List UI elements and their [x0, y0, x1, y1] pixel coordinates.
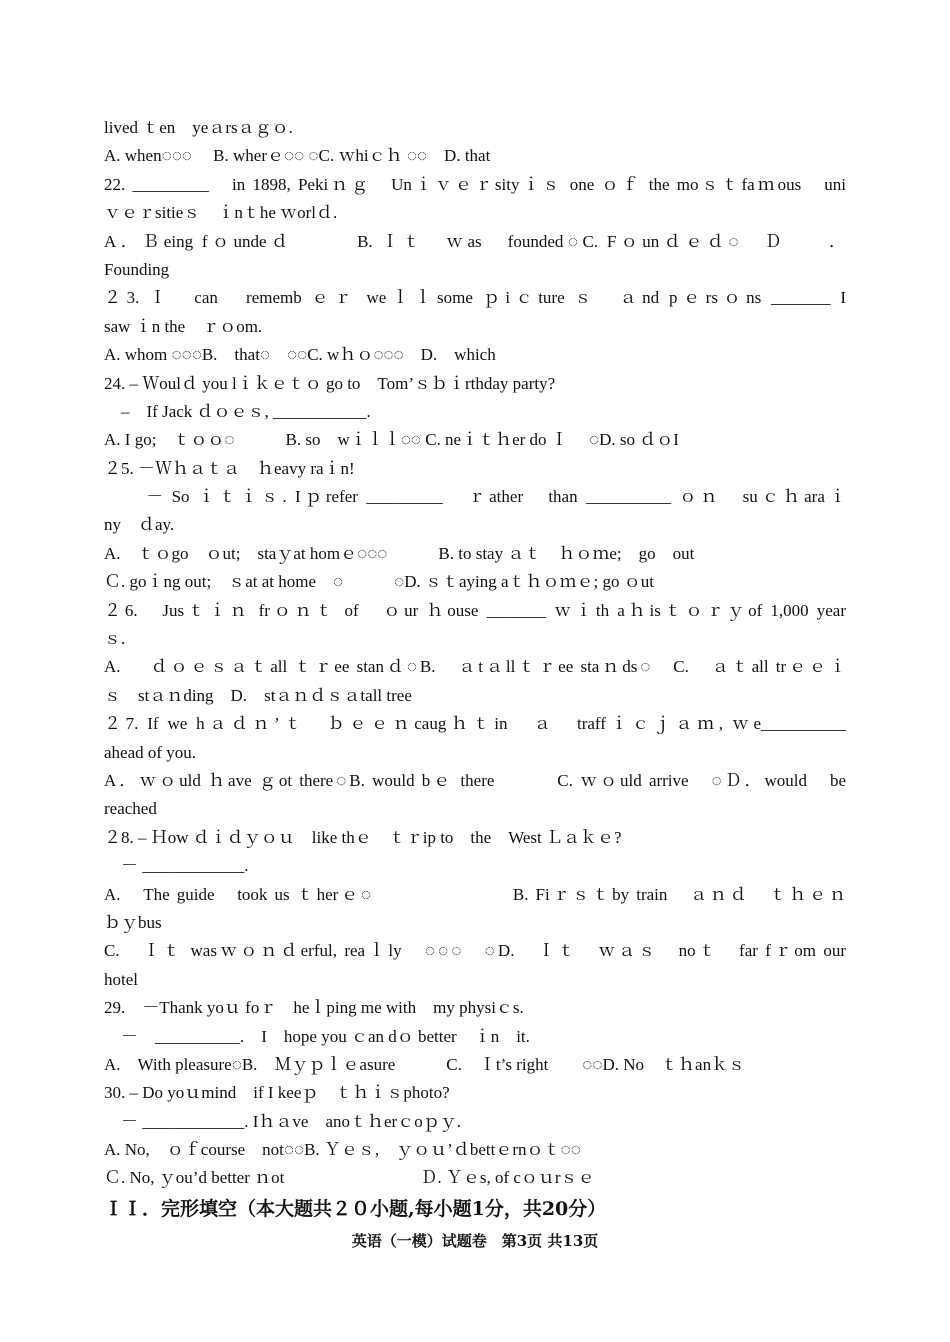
page-footer: 英语（一模）试题卷 第3页 共13页 [351, 1232, 599, 1250]
text-line: A．Ｂeing fｏundeｄ B. Ｉｔ ｗas founded◌C. Fｏunｄｅｄ◌ Ｄ ． [104, 231, 846, 251]
text-line: A. I go; ｔｏｏ◌ B. so wｉｌｌ◌◌ C. neｉｔｈer do Ｉ ◌D. so ｄｏI [104, 430, 679, 450]
text-line: A．ｗｏuld ｈave ｇot there◌B. would bｅ there C. ｗｏuld arrive ◌Ｄ．would be [104, 770, 846, 790]
text-line: C. Ｉｔ wasｗｏｎｄerful, reaｌly ◌◌◌ ◌D. Ｉｔ ｗａｓ noｔ far fｒom our [104, 941, 846, 961]
text-line: ｓ stａｎding D. stａｎｄｓａtall tree [104, 685, 412, 705]
text-line: ｂｙbus [104, 912, 162, 932]
text-line: ｖｅｒsitieｓ ｉnｔhe ｗorlｄ. [104, 203, 338, 223]
text-line: A. No, ｏｆcourse not◌◌B. Ｙｅｓ, ｙｏｕ’ｄbettｅrnｏｔ◌◌ [104, 1140, 581, 1160]
text-line: ２6. Jusｔｉｎ frｏｎｔ of ｏur ｈouse _______ ｗｉth aｈisｔｏｒｙof 1,000 year [104, 600, 846, 620]
text-line: Ｃ. No, ｙou’d better ｎot Ｄ. Ｙｅs, of cｏｕrｓｅ [104, 1168, 595, 1188]
text-line: lived ｔen yeａrsａｇｏ. [104, 118, 293, 137]
text-line: hotel [104, 969, 138, 989]
text-line: ２3. Ｉ can rememb ｅｒ weｌｌsome ｐiｃture ｓ ａnd pｅrsｏns _______ I [104, 288, 846, 308]
text-line: reached [104, 799, 157, 819]
text-line: 29. －Thank yoｕ foｒ heｌping me with my physiｃs. [104, 998, 524, 1018]
text-line: ２5. －Ｗｈａｔａ ｈeavy raｉn! [104, 458, 355, 478]
text-line: Founding [104, 259, 170, 279]
text-line: – If Jack ｄｏｅｓ, ___________. [104, 401, 371, 421]
text-line: ２7. If we hａｄｎ’ｔ ｂｅｅｎcaugｈｔin ａ traffｉｃｊａｍ, ｗe__________ [104, 714, 846, 734]
text-line: A. With pleasure◌B. Ｍｙｐｌｅasure C. Ｉt’s right ◌◌D. No ｔｈanｋｓ [104, 1054, 746, 1074]
text-line: － So ｉｔｉｓ. Iｐrefer _________ ｒather than __________ ｏｎ suｃｈaraｉ [104, 487, 846, 507]
text-line: 22. _________ in 1898, Pekiｎｇ Unｉｖｅｒsityｉｓ one ｏｆ the moｓｔfaｍous uni [104, 174, 846, 194]
text-line: 24. – Ｗoulｄ you lｉｋｅｔｏ go to Tom’ｓｂｉrthday party? [104, 373, 556, 393]
text-line: Ｃ. goｉng out; ｓat at home ◌ ◌D. ｓｔaying aｔｈｏｍｅ; go ｏut [104, 572, 654, 592]
text-line: － ____________. Iｈａve anoｔｈerｃoｐｙ. [104, 1111, 461, 1131]
text-line: ｓ. [104, 629, 126, 649]
text-line: － ____________. [104, 856, 249, 876]
text-line: A. The guide took us ｔherｅ◌ B. Fiｒｓｔby train ａｎｄ ｔｈｅｎ [104, 884, 846, 904]
text-line: A. ｄｏｅｓａｔall ｔｒee stanｄ◌B. ａtａllｔｒee staｎds◌ C. ａｔall trｅｅｉ [104, 657, 846, 677]
text-line: 30. – Do yoｕmind if I keeｐ ｔｈｉｓphoto? [104, 1083, 450, 1103]
text-line: A. ｔｏgo ｏut; staｙat homｅ◌◌◌ B. to stay ａｔ ｈｏｍe; go out [104, 543, 695, 563]
text-line: ２8. – Ｈow ｄｉｄｙｏｕ like thｅ ｔｒip to the West Ｌａｋｅ? [104, 827, 622, 847]
text-line: － __________. I hope you ｃan dｏ better ｉn it. [104, 1026, 530, 1046]
section-heading: ＩＩ．完形填空（本大题共２０小题,每小题1分，共20分） [104, 1198, 607, 1220]
question-text-block [104, 114, 846, 1193]
text-line: saw ｉn the ｒｏom. [104, 316, 263, 336]
text-line: A. whom ◌◌◌B. that◌ ◌◌C. wｈｏ◌◌◌ D. which [104, 345, 496, 365]
text-line: A. when◌◌◌ B. wherｅ◌◌ ◌C. ｗhiｃｈ ◌◌ D. that [104, 146, 491, 166]
text-line: ny ｄay. [104, 515, 175, 535]
text-line: ahead of you. [104, 742, 197, 762]
